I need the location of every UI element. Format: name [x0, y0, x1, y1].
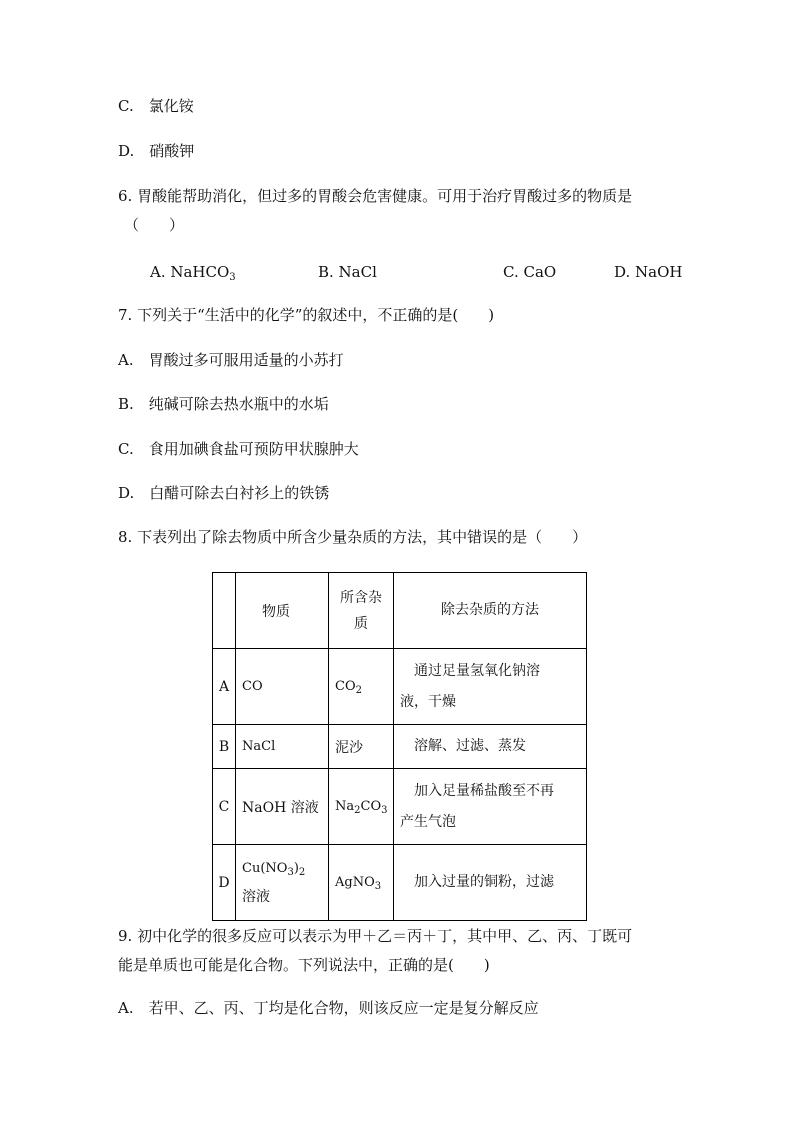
- table-row: [213, 725, 587, 769]
- q7-option-c: C. 食用加碘食盐可预防甲状腺肿大: [118, 440, 359, 458]
- table-header-row: [213, 573, 587, 649]
- q6-option-b: B. NaCl: [318, 263, 377, 281]
- row-label: D: [213, 845, 236, 921]
- row-substance: CO: [236, 649, 329, 725]
- row-method: 通过足量氢氧化钠溶 液，干燥: [394, 649, 587, 725]
- row-impurity: AgNO$_3$: [329, 845, 394, 921]
- row-substance: $Cu(NO_3)_2$ 溶液: [236, 845, 329, 921]
- row-method: 加入过量的铜粉，过滤: [394, 845, 587, 921]
- q7-option-d: D. 白醋可除去白衬衫上的铁锈: [118, 484, 330, 502]
- q8-stem: 8. 下表列出了除去物质中所含少量杂质的方法，其中错误的是（ ）: [118, 528, 588, 546]
- row-substance: NaOH 溶液: [236, 769, 329, 845]
- row-label: B: [213, 725, 236, 769]
- q9-stem-line1: 9. 初中化学的很多反应可以表示为甲＋乙＝丙＋丁，其中甲、乙、丙、丁既可: [118, 927, 633, 945]
- q7-stem: 7. 下列关于“生活中的化学”的叙述中，不正确的是( ): [118, 306, 495, 324]
- row-impurity: 泥沙: [329, 725, 394, 769]
- header-impurity: 所含杂 质: [329, 573, 394, 649]
- q6-stem-line2: （ ）: [124, 216, 185, 234]
- table-row: [213, 649, 587, 725]
- row-substance: NaCl: [236, 725, 329, 769]
- table-row: [213, 769, 587, 845]
- q6-option-d: D. NaOH: [614, 263, 683, 281]
- header-empty-cell: [213, 573, 236, 649]
- table-row: [213, 845, 587, 921]
- q5-option-d: D. 硝酸钾: [118, 142, 195, 160]
- row-method: 加入足量稀盐酸至不再 产生气泡: [394, 769, 587, 845]
- q6-stem-line1: 6. 胃酸能帮助消化，但过多的胃酸会危害健康。可用于治疗胃酸过多的物质是: [118, 187, 633, 205]
- header-method: 除去杂质的方法: [394, 573, 587, 649]
- q5-option-c: C. 氯化铵: [118, 97, 194, 115]
- q6-option-c: C. CaO: [503, 263, 557, 281]
- row-impurity: $CO_2$: [329, 649, 394, 725]
- q7-option-b: B. 纯碱可除去热水瓶中的水垢: [118, 395, 329, 413]
- row-method: 溶解、过滤、蒸发: [394, 725, 587, 769]
- header-substance: 物质: [236, 573, 329, 649]
- row-label: C: [213, 769, 236, 845]
- row-label: A: [213, 649, 236, 725]
- q6-option-a: A. NaHCO$_3$: [150, 263, 236, 283]
- q9-stem-line2: 能是单质也可能是化合物。下列说法中，正确的是( ): [118, 956, 490, 974]
- row-impurity: $Na_2CO_3$: [329, 769, 394, 845]
- q7-option-a: A. 胃酸过多可服用适量的小苏打: [118, 351, 344, 369]
- q8-table: [212, 572, 587, 921]
- q9-option-a: A. 若甲、乙、丙、丁均是化合物，则该反应一定是复分解反应: [118, 999, 539, 1017]
